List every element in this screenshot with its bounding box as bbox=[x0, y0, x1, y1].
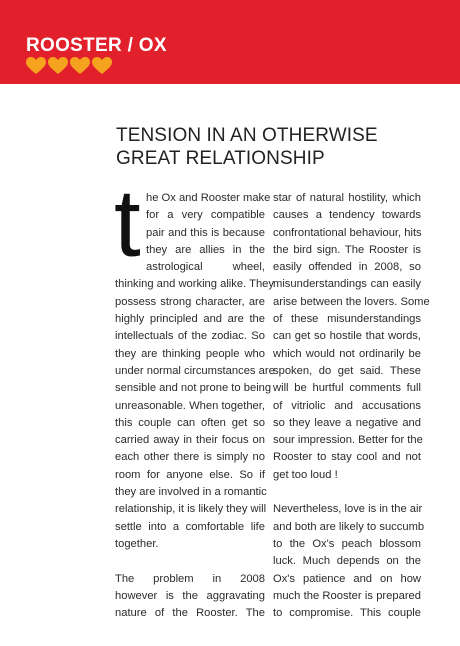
text-line: room for anyone else. So if bbox=[115, 468, 265, 481]
text-line: of vitriolic and accusations bbox=[273, 399, 421, 412]
paragraph bbox=[115, 571, 265, 623]
text-line: misunderstandings can easily bbox=[273, 278, 421, 291]
text-line: he Ox and Rooster make bbox=[146, 192, 271, 204]
text-line: intellectuals of the zodiac. So bbox=[115, 330, 265, 343]
text-line: the bird sign. The Rooster is bbox=[273, 243, 421, 256]
text-line: however is the aggravating bbox=[115, 589, 265, 602]
text-line: this couple can often get so bbox=[115, 416, 265, 429]
text-line: much the Rooster is prepared bbox=[273, 589, 421, 602]
heart-icon bbox=[70, 57, 90, 75]
article-heading-line: GREAT RELATIONSHIP bbox=[116, 148, 325, 169]
text-line: nature of the Rooster. The bbox=[115, 607, 265, 620]
text-line: arise between the lovers. Some bbox=[273, 295, 430, 308]
paragraph bbox=[273, 501, 425, 622]
drop-cap: t bbox=[114, 170, 141, 277]
text-line: will be hurtful comments full bbox=[273, 382, 421, 395]
header-banner bbox=[0, 0, 460, 84]
text-line: unreasonable. When together, bbox=[115, 399, 265, 412]
page-title: ROOSTER / OX bbox=[26, 35, 167, 56]
text-line: sensible and not prone to being bbox=[115, 382, 272, 395]
text-line: to compromise. This couple bbox=[273, 607, 421, 620]
text-line: pair and this is because bbox=[146, 226, 265, 239]
text-line: and both are likely to succumb bbox=[273, 520, 425, 533]
text-line: spoken, do get said. These bbox=[273, 364, 421, 377]
heart-icon bbox=[92, 57, 112, 75]
text-line: together. bbox=[115, 537, 159, 550]
article-heading-line: TENSION IN AN OTHERWISE bbox=[116, 125, 378, 146]
right-column bbox=[273, 190, 430, 622]
text-line: so they leave a negative and bbox=[273, 416, 421, 429]
text-line: can get so hostile that words, bbox=[273, 330, 421, 343]
text-line: they are thinking people who bbox=[115, 347, 265, 360]
text-line: sour impression. Better for the bbox=[273, 434, 423, 447]
paragraph bbox=[273, 190, 430, 484]
text-line: get too loud ! bbox=[273, 468, 338, 481]
compatibility-rating bbox=[26, 57, 112, 75]
text-line: causes a tendency towards bbox=[273, 209, 421, 222]
text-line: carried away in their focus on bbox=[115, 434, 265, 447]
text-line: star of natural hostility, which bbox=[273, 192, 421, 204]
text-line: thinking and working alike. They bbox=[115, 278, 274, 291]
text-line: highly principled and are the bbox=[115, 313, 265, 326]
heart-icon bbox=[48, 57, 68, 75]
text-line: relationship, it is likely they will bbox=[115, 503, 267, 516]
text-line: each other there is simply no bbox=[115, 451, 265, 464]
text-line: Ox's patience and on how bbox=[273, 572, 421, 585]
text-line: they are involved in a romantic bbox=[115, 486, 267, 499]
text-line: they are allies in the bbox=[146, 243, 265, 256]
text-line: which would not ordinarily be bbox=[273, 347, 421, 360]
article-heading bbox=[116, 124, 436, 170]
text-line: The problem in 2008 bbox=[115, 572, 265, 585]
text-line: luck. Much depends on the bbox=[273, 555, 421, 568]
text-line: to the Ox's peach blossom bbox=[273, 537, 421, 550]
text-line: for a very compatible bbox=[146, 209, 265, 222]
text-line: confrontational behaviour, hits bbox=[273, 226, 422, 239]
paragraph bbox=[115, 190, 275, 553]
text-line: Rooster to stay cool and not bbox=[273, 451, 421, 464]
heart-icon bbox=[26, 57, 46, 75]
text-line: settle into a comfortable life bbox=[115, 520, 265, 533]
text-line: under normal circumstances are bbox=[115, 364, 275, 377]
left-column bbox=[115, 190, 275, 622]
text-line: possess strong character, are bbox=[115, 295, 265, 308]
text-line: astrological wheel, bbox=[146, 261, 265, 274]
text-line: of these misunderstandings bbox=[273, 313, 421, 326]
text-line: Nevertheless, love is in the air bbox=[273, 503, 423, 516]
text-line: easily offended in 2008, so bbox=[273, 261, 421, 274]
